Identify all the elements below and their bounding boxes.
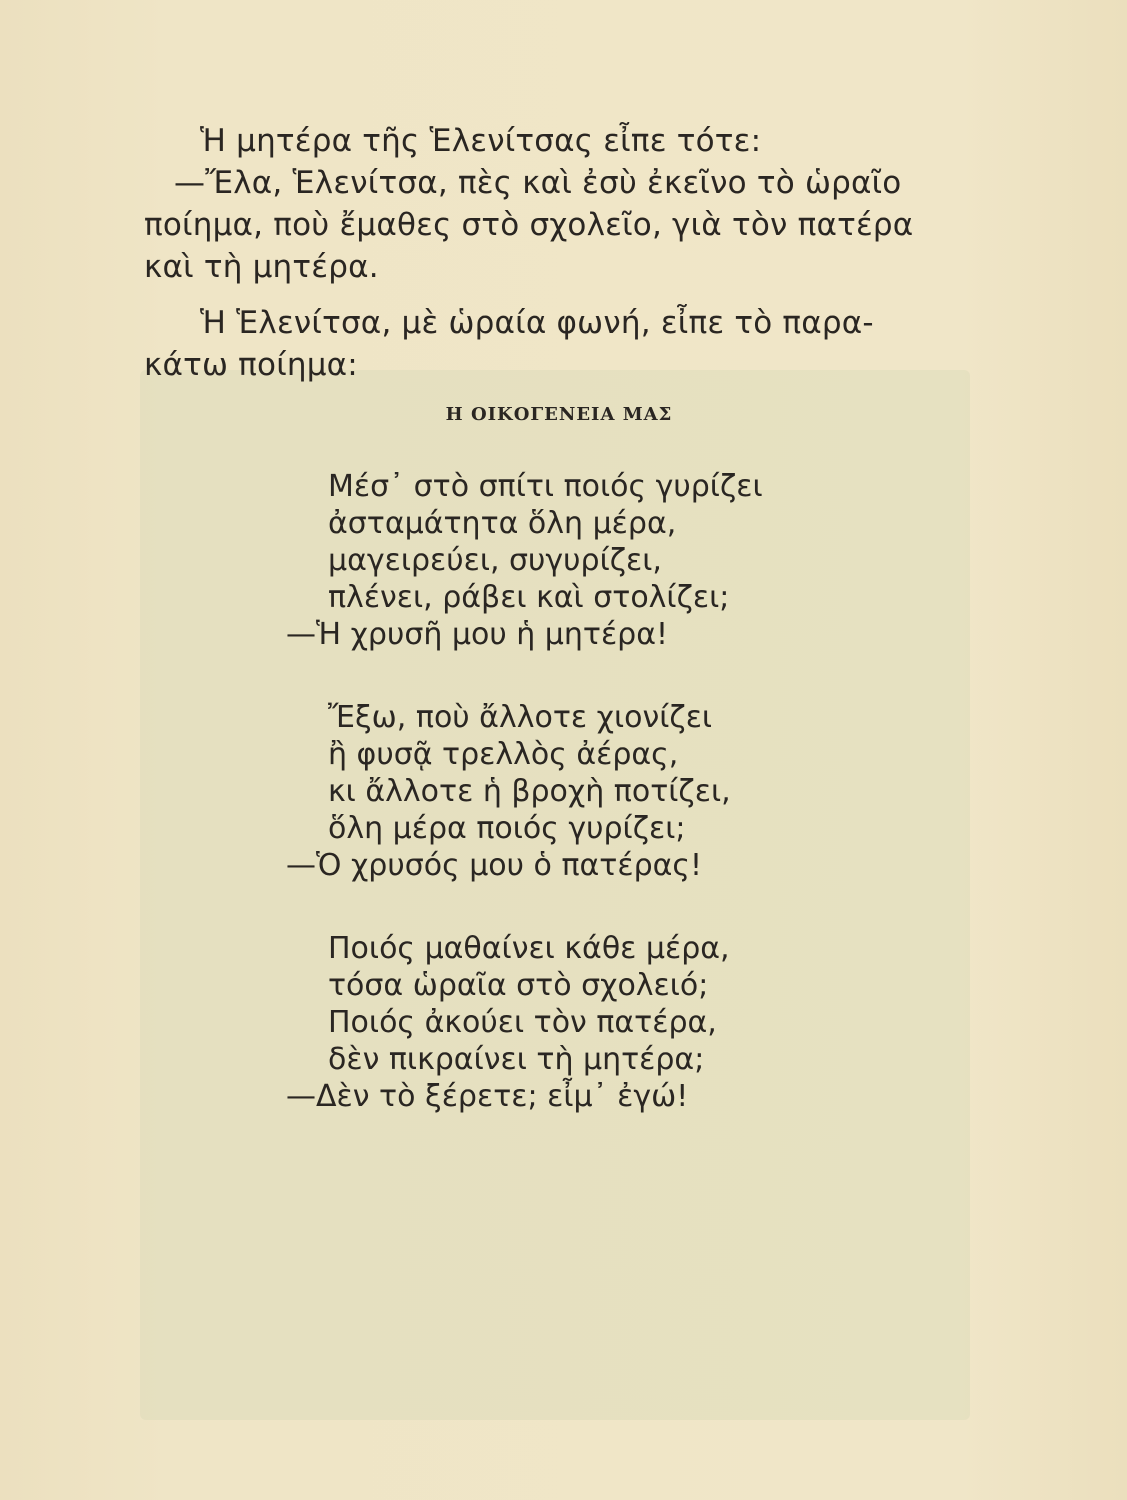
stanza-1 [286,468,886,653]
poem-line: μαγειρεύει, συγυρίζει, [328,543,662,578]
poem-line: —Δὲν τὸ ξέρετε; εἶμ᾽ ἐγώ! [286,1079,689,1114]
stanza-3 [286,930,886,1115]
paragraph-intro: Ἡ μητέρα τῆς Ἑλενίτσας εἶπε τότε: [200,123,762,159]
poem-line: —Ἡ χρυσῆ μου ἡ μητέρα! [286,617,669,652]
poem-line: ὅλη μέρα ποιός γυρίζει; [328,811,686,846]
poem [286,468,886,1161]
request-line-1: —Ἔλα, Ἑλενίτσα, πὲς καὶ ἐσὺ ἐκεῖνο τὸ ὡραῖο [174,165,902,201]
poem-line: Μέσ᾽ στὸ σπίτι ποιός γυρίζει [328,469,763,504]
prose-block [144,120,970,386]
poem-line: ἢ φυσᾷ τρελλὸς ἀέρας, [328,737,679,772]
poem-title: Η ΟΙΚΟΓΕΝΕΙΑ ΜΑΣ [445,404,673,425]
poem-line: —Ὁ χρυσός μου ὁ πατέρας! [286,848,703,883]
request-line-2: ποίημα, ποὺ ἔμαθες στὸ σχολεῖο, γιὰ τὸν πατέρα [144,207,914,243]
recite-line-2: κάτω ποίημα: [144,347,358,383]
poem-line: κι ἄλλοτε ἡ βροχὴ ποτίζει, [328,774,731,809]
stanza-2 [286,699,886,884]
request-line-3: καὶ τὴ μητέρα. [144,249,379,285]
poem-line: πλένει, ράβει καὶ στολίζει; [328,580,730,615]
recite-line-1: Ἡ Ἑλενίτσα, μὲ ὡραία φωνή, εἶπε τὸ παρα- [200,305,874,341]
poem-line: τόσα ὡραῖα στὸ σχολειό; [328,968,709,1003]
poem-line: δὲν πικραίνει τὴ μητέρα; [328,1042,705,1077]
poem-line: Ἔξω, ποὺ ἄλλοτε χιονίζει [328,700,713,735]
poem-line: Ποιός ἀκούει τὸν πατέρα, [328,1005,717,1040]
paragraph-request [144,162,970,288]
poem-line: ἀσταμάτητα ὅλη μέρα, [328,506,677,541]
paragraph-recite [144,302,970,386]
poem-line: Ποιός μαθαίνει κάθε μέρα, [328,931,730,966]
